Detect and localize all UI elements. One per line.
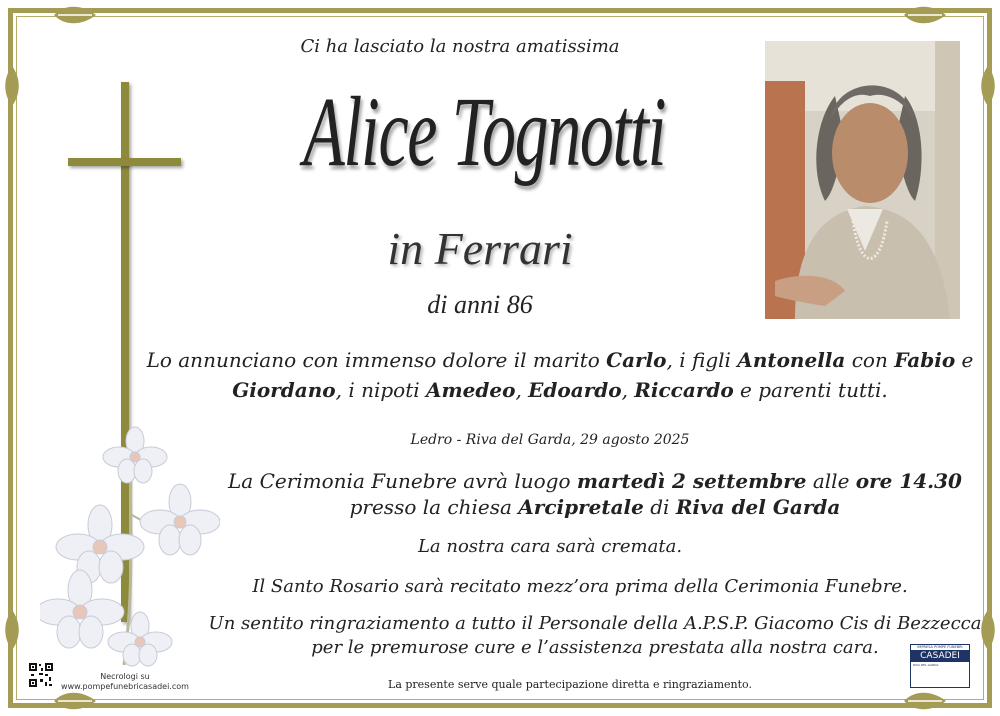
grandchild-name: Edoardo xyxy=(528,378,622,402)
leaf-ornament-icon xyxy=(3,608,21,652)
place-date: Ledro - Riva del Garda, 29 agosto 2025 xyxy=(410,432,690,448)
husband-name: Carlo xyxy=(606,348,667,372)
footer-note: La presente serve quale partecipazione diretta e ringraziamento. xyxy=(388,678,752,691)
partner-name: Fabio xyxy=(894,348,956,372)
leaf-ornament-icon xyxy=(52,4,98,26)
child-name: Giordano xyxy=(232,378,336,402)
portrait-photo xyxy=(765,41,960,319)
qr-code-icon xyxy=(28,662,54,688)
rosary-text: Il Santo Rosario sarà recitato mezz’ora prima della Cerimonia Funebre. xyxy=(252,576,908,597)
thanks-text: Un sentito ringraziamento a tutto il Personale della A.P.S.P. Giacomo Cis di Bezzecca per le premurose cure e l’assistenza prestata alla nostra cara. xyxy=(208,613,982,658)
cross-arm xyxy=(68,158,181,166)
deceased-name: Alice Tognotti xyxy=(303,76,666,187)
announcement-text: Lo annunciano con immenso dolore il marito Carlo, i figli Antonella con Fabio e Giordano, i nipoti Amedeo, Edoardo, Riccardo e parenti tutti. xyxy=(146,348,974,402)
town-name: Riva del Garda xyxy=(675,495,841,519)
intro-text: Ci ha lasciato la nostra amatissima xyxy=(300,36,620,57)
website-link[interactable]: www.pompefunebricasadei.com xyxy=(61,682,189,691)
cremation-text: La nostra cara sarà cremata. xyxy=(417,536,683,557)
leaf-ornament-icon xyxy=(902,4,948,26)
grandchild-name: Riccardo xyxy=(634,378,734,402)
grandchild-name: Amedeo xyxy=(426,378,516,402)
age-text: di anni 86 xyxy=(427,290,533,319)
church-name: Arcipretale xyxy=(518,495,644,519)
child-name: Antonella xyxy=(737,348,846,372)
ceremony-time: ore 14.30 xyxy=(855,469,962,493)
funeral-home-logo: IMPRESA POMPE FUNEBRI CASADEI RIVA DEL GARDA xyxy=(910,644,970,688)
necrologi-text: Necrologi su www.pompefunebricasadei.com xyxy=(61,672,189,691)
leaf-ornament-icon xyxy=(52,690,98,712)
ceremony-date: martedì 2 settembre xyxy=(576,469,807,493)
ceremony-text: La Cerimonia Funebre avrà luogo martedì 2 settembre alle ore 14.30 presso la chiesa Arcipretale di Riva del Garda xyxy=(228,469,962,519)
leaf-ornament-icon xyxy=(979,64,997,108)
married-name: in Ferrari xyxy=(387,223,573,274)
leaf-ornament-icon xyxy=(902,690,948,712)
leaf-ornament-icon xyxy=(3,64,21,108)
